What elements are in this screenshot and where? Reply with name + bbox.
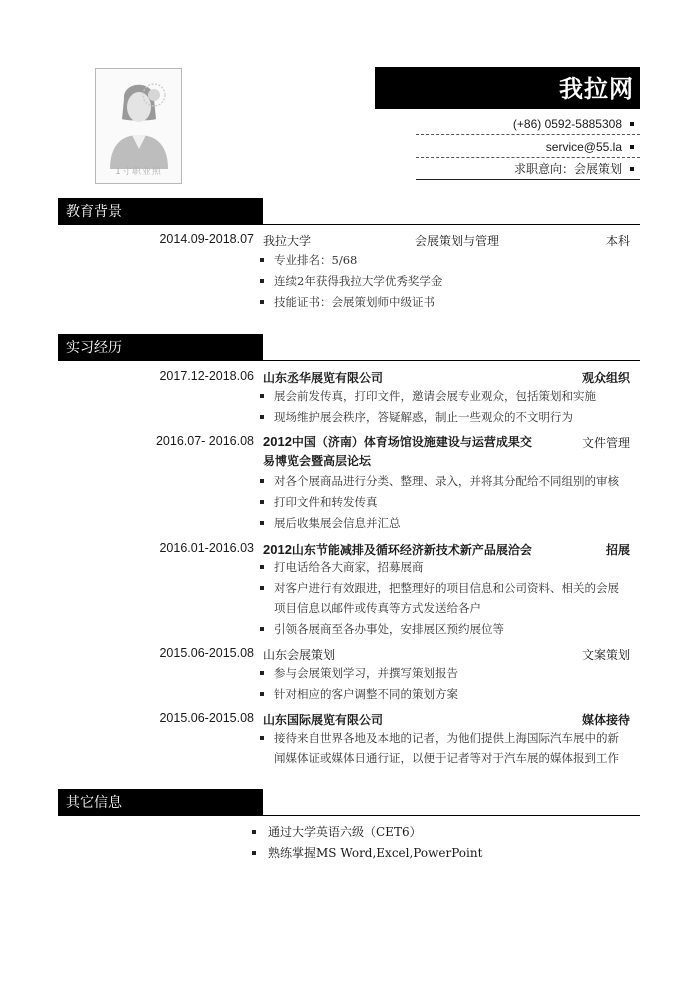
job-role: 媒体接待 [581, 713, 630, 727]
job-role: 招展 [605, 543, 630, 557]
phone-row [416, 113, 640, 135]
section-education [58, 198, 640, 225]
section-title: 教育背景 [58, 198, 263, 225]
company-name: 山东会展策划 [263, 648, 336, 662]
degree: 本科 [605, 234, 630, 248]
list-item-text: 项目信息以邮件或传真等方式发送给各户 [274, 601, 481, 615]
company-year: 2012 [263, 542, 292, 557]
entry-date: 2015.06-2015.08 [159, 646, 254, 660]
major-name: 会展策划与管理 [415, 234, 500, 248]
list-item: 技能证书：会展策划师中级证书 [258, 292, 638, 312]
list-item: 打电话给各大商家，招募展商 [258, 557, 638, 577]
list-item: 对客户进行有效跟进，把整理好的项目信息和公司资料、相关的会展 [258, 578, 638, 598]
company-name-line1: 中国（济南）体育场馆设施建设与运营成果交 [291, 435, 532, 449]
candidate-name: 我拉网 [375, 67, 640, 109]
entry-date: 2017.12-2018.06 [159, 369, 254, 383]
entry-date: 2016.01-2016.03 [159, 541, 254, 555]
company-name [263, 432, 635, 471]
intent-text: 求职意向：会展策划 [513, 162, 622, 176]
list-item: 现场维护展会秩序，答疑解惑，制止一些观众的不文明行为 [258, 407, 638, 427]
company-name: 山东国际展览有限公司 [263, 713, 384, 727]
list-item: 引领各展商至各办事处，安排展区预约展位等 [258, 619, 638, 639]
job-role: 文案策划 [581, 648, 630, 662]
email-text: service@55.la [545, 140, 622, 154]
list-item: 专业排名：5/68 [258, 250, 638, 270]
company-name [263, 541, 532, 558]
list-item: 接待来自世界各地及本地的记者，为他们提供上海国际汽车展中的新 [258, 728, 638, 748]
square-bullet-icon [630, 145, 634, 149]
email-row [416, 136, 640, 158]
list-item: 连续2年获得我拉大学优秀奖学金 [258, 271, 638, 291]
entry-date: 2016.07- 2016.08 [155, 434, 254, 448]
list-item-continued [258, 748, 638, 768]
square-bullet-icon [630, 167, 634, 171]
list-item: 熟练掌握MS Word,Excel,PowerPoint [252, 843, 482, 863]
profile-photo [95, 68, 182, 184]
photo-label: 1寸职业照 [115, 167, 162, 177]
divider [263, 360, 640, 361]
section-title: 实习经历 [58, 334, 263, 361]
section-other [58, 789, 640, 816]
list-item-text: 闻媒体证或媒体日通行证，以便于记者等对于汽车展的媒体报到工作 [274, 751, 619, 765]
company-name-line2: 易博览会暨高层论坛 [263, 454, 372, 468]
divider [263, 815, 640, 816]
list-item: 打印文件和转发传真 [258, 492, 638, 512]
school-name: 我拉大学 [263, 234, 312, 248]
list-item: 对各个展商品进行分类、整理、录入，并将其分配给不同组别的审核 [258, 471, 638, 491]
phone-text: (+86) 0592-5885308 [512, 117, 622, 131]
section-title: 其它信息 [58, 789, 263, 816]
list-item: 针对相应的客户调整不同的策划方案 [258, 684, 638, 704]
job-role: 文件管理 [581, 436, 630, 450]
list-item-continued [258, 598, 638, 618]
company-year: 2012 [263, 434, 292, 449]
list-item: 展后收集展会信息并汇总 [258, 513, 638, 533]
square-bullet-icon [630, 122, 634, 126]
job-role: 观众组织 [581, 371, 630, 385]
company-name-text: 山东节能减排及循环经济新技术新产品展洽会 [291, 543, 532, 557]
entry-date: 2015.06-2015.08 [159, 711, 254, 725]
list-item: 通过大学英语六级（CET6） [252, 822, 422, 842]
list-item: 展会前发传真，打印文件，邀请会展专业观众，包括策划和实施 [258, 386, 638, 406]
section-internship [58, 334, 640, 361]
divider [263, 224, 640, 225]
company-name: 山东丞华展览有限公司 [263, 371, 384, 385]
intent-row [416, 158, 640, 180]
entry-date: 2014.09-2018.07 [159, 232, 254, 246]
list-item: 参与会展策划学习，并撰写策划报告 [258, 663, 638, 683]
